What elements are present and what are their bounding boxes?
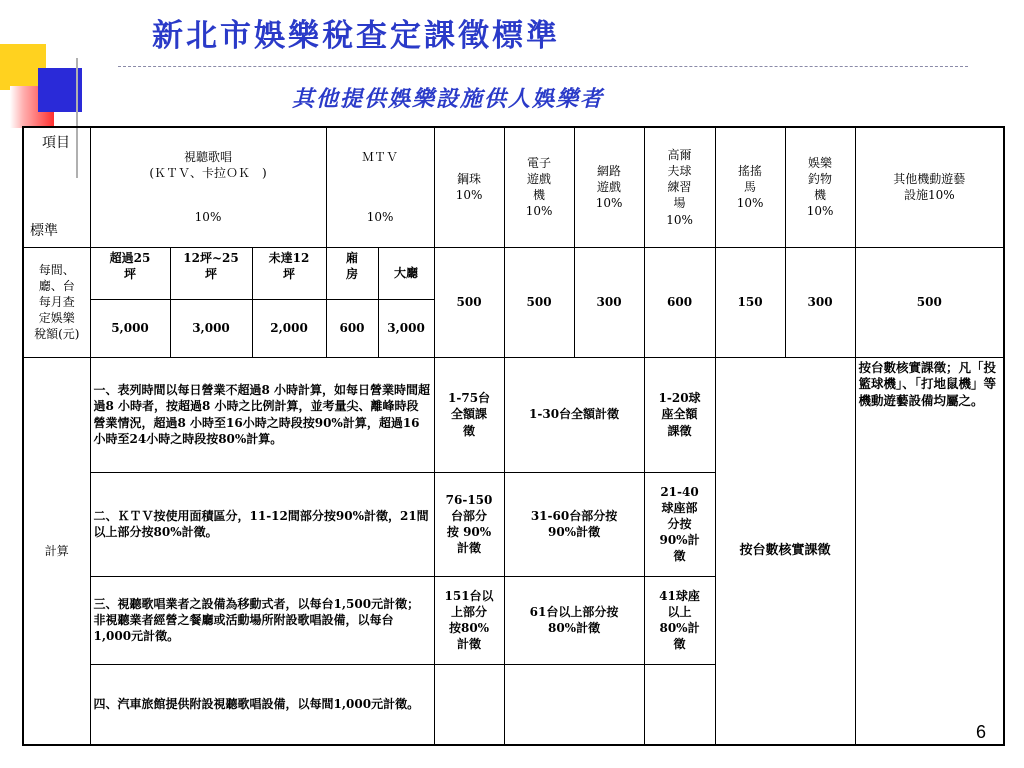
monthly-subheader-row bbox=[23, 247, 1004, 299]
tax-standard-table bbox=[22, 126, 1005, 746]
electronic-tier-3: 61台以上部分按 80%計徵 bbox=[504, 576, 644, 664]
golf-tier-2: 21-40 球座部 分按 90%計 徵 bbox=[644, 472, 715, 576]
actual-count-note: 按台數核實課徵 bbox=[715, 357, 855, 745]
karaoke-subtitle: (ＫＴＶ、卡拉ＯＫ ) bbox=[149, 166, 267, 181]
other-machines-header: 其他機動遊藝 設施10% bbox=[855, 127, 1004, 247]
calc-rule-2: 二、ＫＴＶ按使用面積區分，11-12間部分按90%計徵，21間以上部分按80%計徵。 bbox=[90, 472, 434, 576]
rocking-horse-monthly-value: 150 bbox=[715, 247, 785, 357]
item-label: 項目 bbox=[42, 135, 70, 151]
electronic-tier-2: 31-60台部分按 90%計徵 bbox=[504, 472, 644, 576]
claw-machine-header: 娛樂 釣物 機 10% bbox=[785, 127, 855, 247]
calc-rule-4: 四、汽車旅館提供附設視聽歌唱設備，以每間1,000元計徵。 bbox=[90, 664, 434, 745]
size-under-12: 未達12 坪 bbox=[252, 247, 326, 299]
monthly-tax-label: 每間、 廳、台 每月查 定娛樂 稅額(元) bbox=[23, 247, 90, 357]
golf-tier-3: 41球座 以上 80%計 徵 bbox=[644, 576, 715, 664]
corner-cell bbox=[23, 127, 90, 247]
mtv-private-room: 廂 房 bbox=[326, 247, 378, 299]
size-12-25: 12坪~25 坪 bbox=[170, 247, 252, 299]
karaoke-header bbox=[90, 127, 326, 247]
golf-tier-empty bbox=[644, 664, 715, 745]
mtv-rate: 10% bbox=[366, 210, 394, 225]
mtv-header bbox=[326, 127, 434, 247]
golf-range-header: 高爾 夫球 練習 場 10% bbox=[644, 127, 715, 247]
calc-row-1 bbox=[23, 357, 1004, 472]
pachinko-monthly-value: 500 bbox=[434, 247, 504, 357]
karaoke-title: 視聽歌唱 bbox=[184, 149, 233, 164]
calc-rule-1: 一、表列時間以每日營業不超過8 小時計算，如每日營業時間超過8 小時者，按超過8 小時之比例計算，並考量尖、離峰時段營業情況，超過8 小時至16小時之時段按90%計算，超過16小時至24小時之時段按80%計算。 bbox=[90, 357, 434, 472]
karaoke-12-25-value: 3,000 bbox=[170, 299, 252, 357]
karaoke-under-12-value: 2,000 bbox=[252, 299, 326, 357]
claw-monthly-value: 300 bbox=[785, 247, 855, 357]
electronic-tier-1: 1-30台全額計徵 bbox=[504, 357, 644, 472]
calc-label: 計算 bbox=[23, 357, 90, 745]
size-over-25: 超過25 坪 bbox=[90, 247, 170, 299]
pachinko-tier-2: 76-150 台部分 按 90% 計徵 bbox=[434, 472, 504, 576]
pachinko-tier-3: 151台以 上部分 按80% 計徵 bbox=[434, 576, 504, 664]
mtv-room-value: 600 bbox=[326, 299, 378, 357]
electronic-tier-empty bbox=[504, 664, 644, 745]
pachinko-tier-1: 1-75台 全額課 徵 bbox=[434, 357, 504, 472]
golf-tier-1: 1-20球 座全額 課徵 bbox=[644, 357, 715, 472]
title-divider bbox=[118, 66, 968, 67]
mtv-title: ＭＴＶ bbox=[362, 150, 399, 165]
pachinko-tier-empty bbox=[434, 664, 504, 745]
internet-games-header: 網路 遊戲 10% bbox=[574, 127, 644, 247]
page-title: 新北市娛樂稅查定課徵標準 bbox=[152, 18, 560, 54]
page-subtitle: 其他提供娛樂設施供人娛樂者 bbox=[292, 86, 605, 112]
rocking-horse-header: 搖搖 馬 10% bbox=[715, 127, 785, 247]
karaoke-over-25-value: 5,000 bbox=[90, 299, 170, 357]
mtv-hall-value: 3,000 bbox=[378, 299, 434, 357]
page-number: 6 bbox=[976, 722, 987, 742]
karaoke-rate: 10% bbox=[194, 210, 222, 225]
electronic-games-header: 電子 遊戲 機 10% bbox=[504, 127, 574, 247]
standard-label: 標準 bbox=[30, 222, 58, 239]
electronic-monthly-value: 500 bbox=[504, 247, 574, 357]
header-row bbox=[23, 127, 1004, 247]
other-machines-note: 按台數核實課徵；凡「投籃球機」、「打地鼠機」等機動遊藝設備均屬之。 bbox=[855, 357, 1004, 745]
golf-monthly-value: 600 bbox=[644, 247, 715, 357]
mtv-hall: 大廳 bbox=[378, 247, 434, 299]
other-monthly-value: 500 bbox=[855, 247, 1004, 357]
pachinko-header: 鋼珠 10% bbox=[434, 127, 504, 247]
calc-rule-3: 三、視聽歌唱業者之設備為移動式者，以每台1,500元計徵；非視聽業者經營之餐廳或活動場所附設歌唱設備，以每台1,000元計徵。 bbox=[90, 576, 434, 664]
internet-monthly-value: 300 bbox=[574, 247, 644, 357]
